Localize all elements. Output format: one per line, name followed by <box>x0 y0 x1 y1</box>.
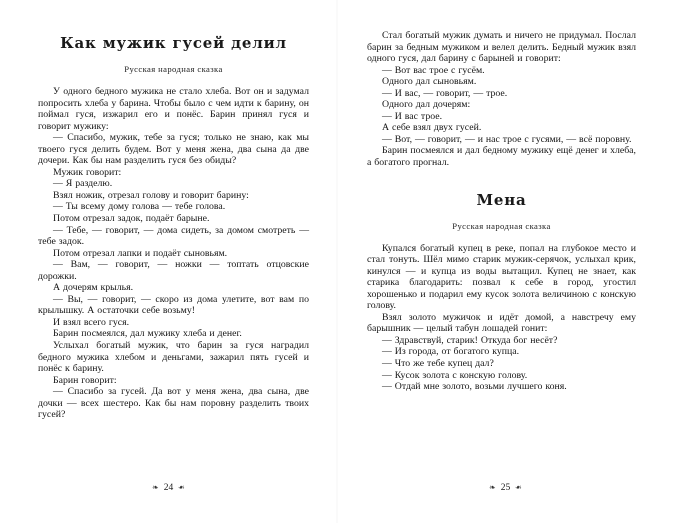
paragraph: Одного дал сыновьям. <box>382 76 477 88</box>
paragraph: И взял всего гуся. <box>53 316 130 328</box>
paragraph: — Вы, — говорит, — скоро из дома улетите, вот вам по крылышку. А остаточки себе возьму! <box>38 293 309 317</box>
paragraph: У одного бедного мужика не стало хлеба. Вот он и задумал попросить хлеба у барина. Чтобы было с чем идти к барину, он поймал гуся, изжарил его и понёс. Барин принял гуся и говорит мужику: <box>38 86 309 132</box>
flourish-icon: ❧ <box>152 483 159 493</box>
flourish-icon: ❧ <box>489 483 496 493</box>
paragraph: А себе взял двух гусей. <box>382 122 482 134</box>
paragraph: — Тебе, — говорит, — дома сидеть, за домом смотреть — тебе задок. <box>38 224 309 248</box>
right-page-footer <box>337 483 674 493</box>
right-page-body <box>367 243 636 393</box>
paragraph: — Вот вас трое с гусём. <box>382 64 485 76</box>
paragraph: Мужик говорит: <box>53 166 122 178</box>
paragraph: Барин посмеялся, дал мужику хлеба и денег. <box>53 328 242 340</box>
paragraph: Услыхал богатый мужик, что барин за гуся наградил бедного мужика хлебом и деньгами, зажарил пять гусей и понёс к барину. <box>38 340 309 375</box>
left-page-footer <box>0 483 337 493</box>
paragraph: Одного дал дочерям: <box>382 99 471 111</box>
paragraph: Барин говорит: <box>53 374 117 386</box>
paragraph: — И вас трое. <box>382 110 443 122</box>
paragraph: Барин посмеялся и дал бедному мужику ещё денег и хлеба, а богатого прогнал. <box>367 145 636 169</box>
paragraph: Потом отрезал лапки и подаёт сыновьям. <box>53 247 228 259</box>
paragraph: — Отдай мне золото, возьми лучшего коня. <box>382 381 567 393</box>
paragraph: Взял ножик, отрезал голову и говорит барину: <box>53 189 249 201</box>
page-right <box>337 0 674 523</box>
flourish-icon: ❧ <box>515 483 522 493</box>
paragraph: — Что же тебе купец дал? <box>382 358 494 370</box>
page-number: 24 <box>163 483 174 493</box>
story-subtitle-geese: Русская народная сказка <box>124 64 223 74</box>
left-page-body <box>38 86 309 421</box>
paragraph: — Здравствуй, старик! Откуда бог несёт? <box>382 334 558 346</box>
paragraph: — Я разделю. <box>53 178 113 190</box>
paragraph: — Ты всему дому голова — тебе голова. <box>53 201 226 213</box>
paragraph: Купался богатый купец в реке, попал на глубокое место и стал тонуть. Шёл мимо старик мужик-серячок, услыхал крик, кинулся — и купца из воды вытащил. Купец не знает, как старика благодарить: позвал к себе в город, угостил хорошенько и подарил ему кусок золота величиною с конскую голову. <box>367 242 636 312</box>
paragraph: Стал богатый мужик думать и ничего не придумал. Послал барин за бедным мужиком и велел делить. Бедный мужик взял одного гуся, дал барину с барыней и говорит: <box>367 30 636 65</box>
right-page-continuation <box>367 30 636 169</box>
paragraph: Взял золото мужичок и идёт домой, а навстречу ему барышник — целый табун лошадей гонит: <box>367 311 636 335</box>
paragraph: А дочерям крылья. <box>53 282 134 294</box>
paragraph: — Спасибо за гусей. Да вот у меня жена, два сына, две дочки — всех шестеро. Как бы нам поровну разделить твоих гусей? <box>38 386 309 421</box>
paragraph: — Кусок золота с конскую голову. <box>382 369 528 381</box>
paragraph: Потом отрезал задок, подаёт барыне. <box>53 213 210 225</box>
story-title-mena: Мена <box>476 190 527 209</box>
story-title-geese: Как мужик гусей делил <box>60 34 287 52</box>
paragraph: — Вам, — говорит, — ножки — топтать отцовские дорожки. <box>38 259 309 282</box>
paragraph: — Из города, от богатого купца. <box>382 346 520 358</box>
paragraph: — И вас, — говорит, — трое. <box>382 87 508 99</box>
story-subtitle-mena: Русская народная сказка <box>452 220 551 231</box>
flourish-icon: ❧ <box>178 483 185 493</box>
paragraph: — Спасибо, мужик, тебе за гуся; только не знаю, как мы твоего гуся делить будем. Вот у меня жена, два сына да две дочери. Как бы нам разделить гуся без обиды? <box>38 132 309 167</box>
paragraph: — Вот, — говорит, — и нас трое с гусями, — всё поровну. <box>382 133 632 145</box>
page-number: 25 <box>500 483 511 493</box>
